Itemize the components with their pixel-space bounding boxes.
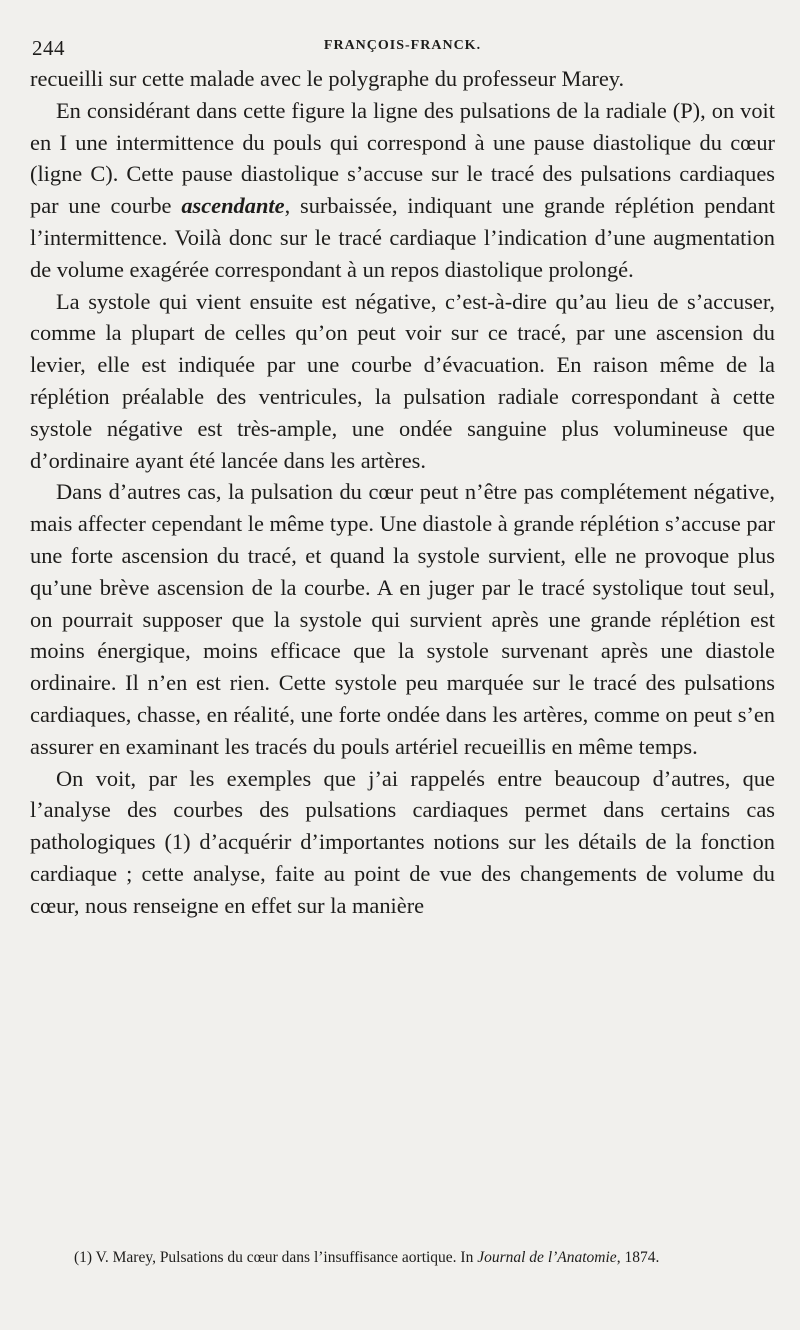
paragraph bbox=[30, 286, 775, 477]
running-title: FRANÇOIS-FRANCK. bbox=[323, 38, 482, 53]
paragraph-text: recueilli sur cette malade avec le polygraphe du professeur Marey. bbox=[30, 66, 625, 91]
footnote bbox=[74, 1246, 776, 1269]
paragraph bbox=[30, 763, 775, 922]
emphasis-word: ascendante bbox=[181, 193, 285, 219]
paragraph-text: La systole qui vient ensuite est négative, c’est-à-dire qu’au lieu de s’accuser, comme la plupart de celles qu’on peut voir sur ce tracé, par une ascension du levier, elle est indiquée par une courbe d’évacuation. En raison même de la réplétion préalable des ventricules, la pulsation radiale correspondant à cette systole négative est très-ample, une ondée sanguine plus volumineuse que d’ordinaire ayant été lancée dans les artères. bbox=[30, 288, 775, 473]
page-header bbox=[30, 36, 775, 58]
footnote-marker: (1) bbox=[74, 1249, 93, 1266]
paragraph-continuation bbox=[30, 63, 775, 95]
paragraph-text: Dans d’autres cas, la pulsation du cœur peut n’être pas complétement négative, mais affecter cependant le même type. Une diastole à grande réplétion s’accuse par une forte ascension du tracé, et quand la systole survient, elle ne provoque plus qu’une brève ascension de la courbe. A en juger par le tracé systolique tout seul, on pourrait supposer que la systole qui survient après une grande réplétion est moins énergique, moins efficace que la systole survenant après une diastole ordinaire. Il n’en est rien. Cette systole peu marquée sur le tracé des pulsations cardiaques, chasse, en réalité, une forte ondée dans les artères, comme on peut s’en assurer en examinant les tracés du pouls artériel recueillis en même temps. bbox=[30, 479, 775, 759]
paragraph bbox=[30, 476, 775, 762]
paragraph-text: On voit, par les exemples que j’ai rappelés entre beaucoup d’autres, que l’analyse des courbes des pulsations cardiaques permet dans certains cas pathologiques (1) d’acquérir d’importantes notions sur les détails de la fonction cardiaque ; cette analyse, faite au point de vue des changements de volume du cœur, nous renseigne en effet sur la manière bbox=[30, 765, 775, 918]
body-text bbox=[30, 63, 775, 922]
footnote-text: V. Marey, Pulsations du cœur dans l’insuffisance aortique. In bbox=[92, 1249, 478, 1266]
book-page bbox=[30, 0, 775, 1330]
paragraph-text: En considérant dans cette figure la ligne des pulsations de la radiale (P), on voit en I une intermittence du pouls qui correspond à une pause diastolique du cœur (ligne C). Cette pause diastolique s’accuse sur le tracé des pulsations cardiaques par une courbe bbox=[30, 97, 775, 219]
footnote-text: , 1874. bbox=[616, 1249, 660, 1266]
footnote-journal-title: Journal de l’Anatomie bbox=[477, 1249, 617, 1266]
paragraph-text: , surbaissée, indiquant une grande réplétion pendant l’intermittence. Voilà donc sur le tracé cardiaque l’indication d’une augmentation de volume exagérée correspondant à un repos diastolique prolongé. bbox=[30, 193, 775, 282]
paragraph bbox=[30, 95, 775, 286]
page-number: 244 bbox=[32, 36, 65, 60]
